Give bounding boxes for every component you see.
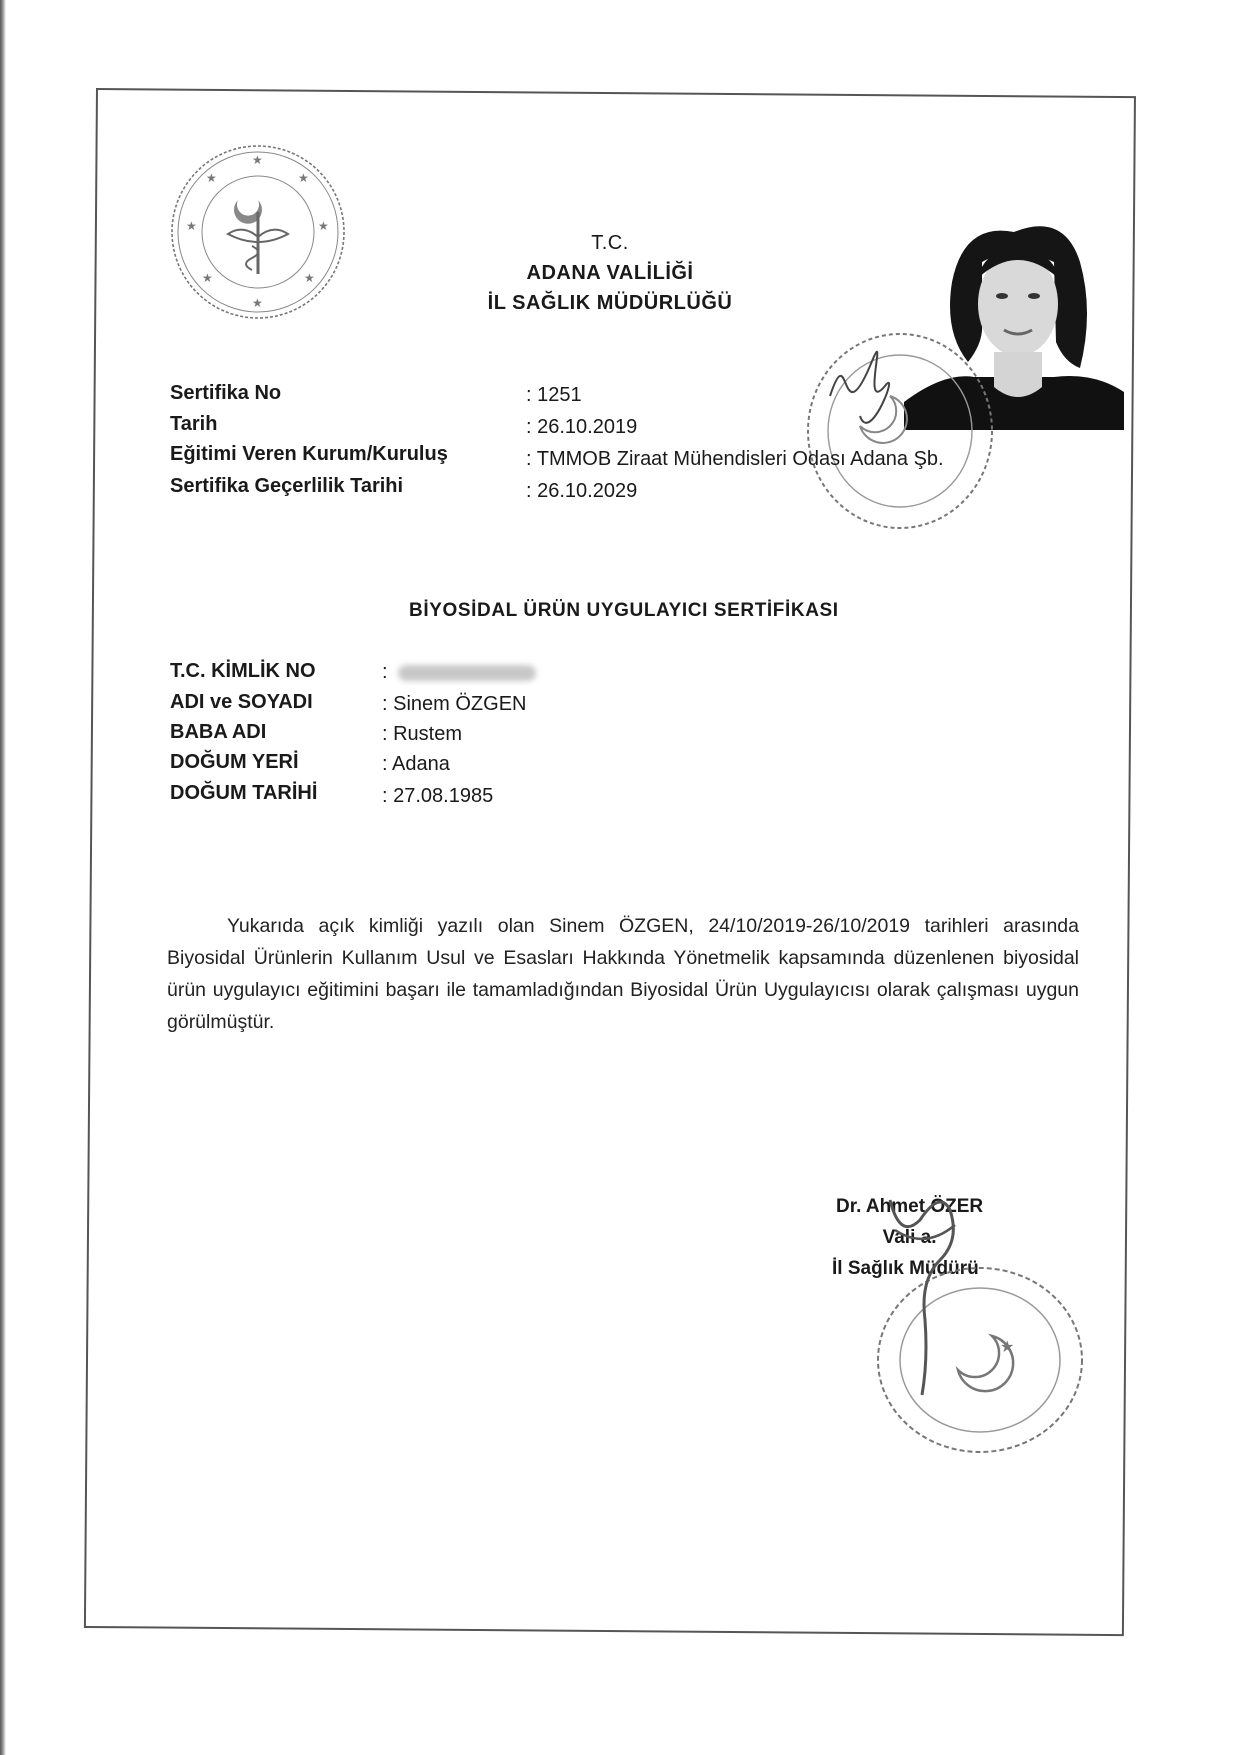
father-name-value: : Rustem bbox=[382, 723, 463, 745]
father-name-label: BABA ADI bbox=[170, 721, 267, 743]
header-valilik: ADANA VALİLİĞİ bbox=[526, 262, 694, 284]
svg-text:★: ★ bbox=[252, 296, 263, 310]
redacted-id bbox=[398, 665, 536, 681]
name-value: : Sinem ÖZGEN bbox=[382, 693, 527, 715]
validity-value: : 26.10.2029 bbox=[526, 480, 638, 502]
birthplace-value: : Adana bbox=[382, 753, 450, 775]
institution-label: Eğitimi Veren Kurum/Kuruluş bbox=[170, 443, 448, 465]
institution-value: : TMMOB Ziraat Mühendisleri Odası Adana Şb. bbox=[526, 448, 944, 470]
handwritten-signature-icon bbox=[880, 1180, 970, 1400]
header-mudurluk: İL SAĞLIK MÜDÜRLÜĞÜ bbox=[487, 292, 733, 314]
signatory-name: Dr. Ahmet ÖZER bbox=[836, 1196, 984, 1217]
photo-stamp-icon bbox=[800, 326, 1000, 536]
svg-text:★: ★ bbox=[1000, 1337, 1015, 1356]
tc-id-label: T.C. KİMLİK NO bbox=[170, 660, 316, 682]
date-label: Tarih bbox=[170, 413, 218, 435]
date-value: : 26.10.2019 bbox=[526, 416, 638, 438]
validity-label: Sertifika Geçerlilik Tarihi bbox=[170, 475, 404, 497]
svg-text:★: ★ bbox=[298, 171, 309, 185]
name-label: ADI ve SOYADI bbox=[170, 691, 313, 713]
svg-text:★: ★ bbox=[206, 171, 217, 185]
signatory-role-1: Vali a. bbox=[882, 1227, 937, 1248]
header-tc: T.C. bbox=[591, 232, 629, 254]
birthdate-value: : 27.08.1985 bbox=[382, 785, 494, 807]
authority-header bbox=[400, 228, 820, 318]
certificate-body-text: Yukarıda açık kimliği yazılı olan Sinem ÖZGEN, 24/10/2019-26/10/2019 tarihleri arasında Biyosidal Ürünlerin Kullanım Usul ve Esasları Hakkında Yönetmelik kapsamında düzenlenen biyosidal ürün uygulayıcı eğitimini başarı ile tamamladığından Biyosidal Ürün Uygulayıcısı olarak çalışması uygun görülmüştür. bbox=[167, 915, 1079, 1033]
signatory-role-2: İl Sağlık Müdürü bbox=[832, 1258, 979, 1279]
svg-text:★: ★ bbox=[202, 271, 213, 285]
cert-no-value: : 1251 bbox=[526, 384, 582, 406]
svg-text:★: ★ bbox=[252, 153, 263, 167]
tc-id-value: : bbox=[382, 661, 388, 683]
certificate-title: BİYOSİDAL ÜRÜN UYGULAYICI SERTİFİKASI bbox=[409, 600, 839, 621]
svg-text:★: ★ bbox=[304, 271, 315, 285]
birthplace-label: DOĞUM YERİ bbox=[170, 751, 299, 773]
birthdate-label: DOĞUM TARİHİ bbox=[170, 782, 318, 804]
page-edge bbox=[0, 0, 6, 1755]
cert-no-label: Sertifika No bbox=[170, 382, 282, 404]
ministry-emblem-icon bbox=[168, 142, 348, 322]
svg-text:★: ★ bbox=[186, 219, 197, 233]
svg-text:★: ★ bbox=[318, 219, 329, 233]
